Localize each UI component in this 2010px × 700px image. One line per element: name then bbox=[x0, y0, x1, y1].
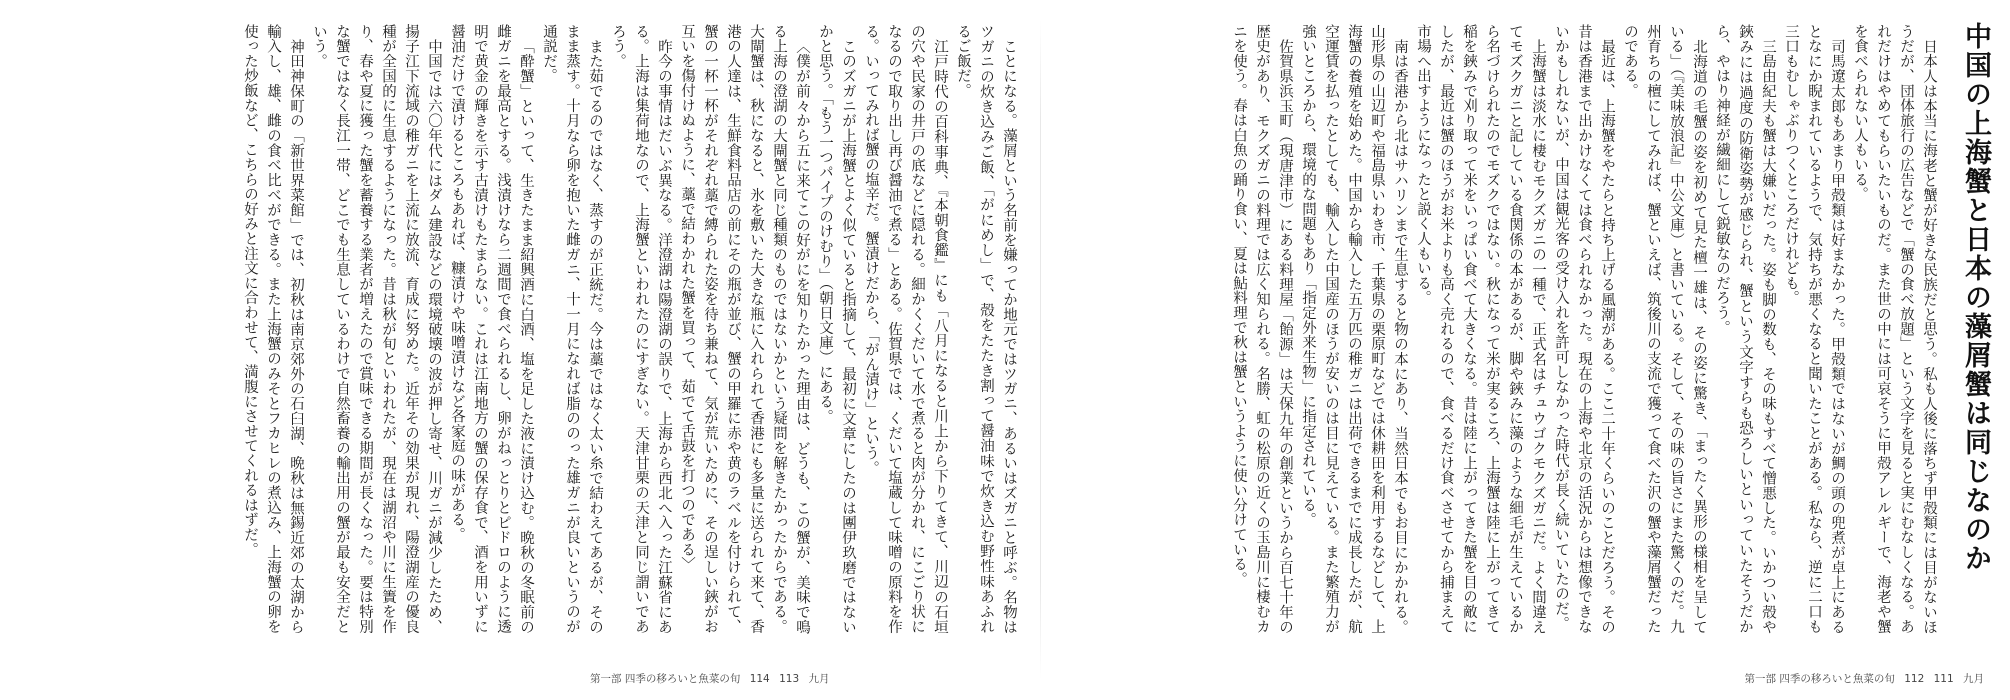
article-title: 中国の上海蟹と日本の藻屑蟹は同じなのか bbox=[1960, 22, 1991, 573]
paragraph: 中国では六〇年代にはダム建設などの環境破壊の波が押し寄せ、川ガニが減少したため、揚子江下流域の稚ガニを上流に放流、育成に努めた。近年その効果が現れ、陽澄湖産の優良種が全国的に生息するようになった。昔は秋が旬といわれたが、現在は湖沼や川に生簀を作り、春や夏に獲った蟹を蓄養する業者が増えたので賞味できる期間が長くなった。要は特別な蟹ではなく長江一帯、どこでも生息しているわけで自然畜養の輸出用の蟹が最も安全だという。 bbox=[311, 24, 442, 634]
footer-section-label: 第一部 四季の移ろいと魚菜の旬 bbox=[590, 673, 741, 685]
paragraph: このズガニが上海蟹とよく似ていると指摘して、最初に文章にしたのは團伊玖磨ではないかと思う。「もう一つパイプのけむり」（朝日文庫）にある。 bbox=[817, 24, 856, 634]
paragraph: 南は香港から北はサハリンまで生息すると物の本にあり、当然日本でもお目にかかれる。山形県の山辺町や福島県いわき市、千葉県の栗原町などでは休耕田を利用するなどして、上海蟹の養殖を始めた。中国から輸入した五万匹の稚ガニは出荷できるまでに成長したが、航空運賃を払ったとしても、輸入した中国産のほうが安いのは目に見えている。また繁殖力が強いところから、環境的な問題もあり「指定外来生物」に指定されている。 bbox=[1300, 24, 1408, 634]
footer-section-label: 第一部 四季の移ろいと魚菜の旬 bbox=[1744, 673, 1895, 685]
paragraph: 日本人は本当に海老と蟹が好きな民族だと思う。私も人後に落ちず甲殻類には目がないほうだが、団体旅行の広告などで「蟹の食べ放題」という文字を見ると実にむなしくなる。あれだけはやめてもらいたいものだ。また世の中には可哀そうに甲殻アレルギーで、海老や蟹を食べられない人もいる。 bbox=[1852, 24, 1937, 634]
right-page bbox=[1050, 0, 2010, 700]
paragraph: 北海道の毛蟹の姿を初めて見た檀一雄は、その姿に驚き、「まったく異形の様相を呈している」（『美味放浪記』中公文庫）と書いている。そして、その味の旨さにまた驚くのだ。九州育ちの檀にしてみれば、蟹といえば、筑後川の支流で獲って食べた沢の蟹や藻屑蟹だったのである。 bbox=[1622, 24, 1707, 634]
page-number: 112 bbox=[1904, 673, 1925, 685]
paragraph: 「酔蟹」といって、生きたまま紹興酒に白酒、塩を足した液に漬け込む。晩秋の冬眠前の雌ガニを最高とする。浅漬けなら二週間で食べられるし、卵がねっとりとピドロのように透明で黄金の輝きを示す古漬けもたまらない。これは江南地方の蟹の保存食で、酒を用いずに醤油だけで漬けるところもあれば、糠漬けや味噌漬けなど各家庭の味がある。 bbox=[449, 24, 534, 634]
paragraph: 神田神保町の「新世界菜館」では、初秋は南京郊外の石臼湖、晩秋は無錫近郊の太湖から輸入し、雄、雌の食べ比べができる。また上海蟹のみそとフカヒレの煮込み、上海蟹の卵を使った炒飯など、こちらの好みと注文に合わせて、満腹にさせてくれるはずだ。 bbox=[242, 24, 304, 634]
paragraph: ことになる。藻屑という名前を嫌ってか地元ではツガニ、あるいはズガニと呼ぶ。名物はツガニの炊き込みご飯、「がにめし」で、殻をたたき割って醤油味で炊き込む野性味あふれるご飯だ。 bbox=[955, 24, 1017, 634]
paragraph: 昨今の事情はだいぶ異なる。洋澄湖は陽澄湖の誤りで、上海から西北へ入った江蘇省にある。上海は集荷地なので、上海蟹といわれたのにすぎない。天津甘栗の天津と同じ謂いであろう。 bbox=[610, 24, 672, 634]
paragraph: 司馬遼太郎もあまり甲殻類は好まなかった。甲殻類ではないが鯛の頭の兜煮が卓上にあるとなにか睨まれているようで、気持ちが悪くなると聞いたことがある。私なら、逆に二口も三口もむしゃぶりつくところだけれども。 bbox=[1783, 24, 1845, 634]
page-gutter bbox=[1040, 20, 1041, 680]
left-page bbox=[30, 0, 1030, 700]
footer-month: 九月 bbox=[1963, 673, 1984, 685]
paragraph: 最近は、上海蟹をやたらと持ち上げる風潮がある。ここ二十年くらいのことだろう。その昔は香港まで出かけなくては食べられなかった。現在の上海や北京の活況からは想像できないかもしれないが、中国は観光客の受け入れを許可しなかった時代が長く続いていたのだ。 bbox=[1553, 24, 1615, 634]
paragraph: また茹でるのではなく、蒸すのが正統だ。今は藁ではなく太い糸で結わえてあるが、そのまま蒸す。十月なら卵を抱いた雌ガニ、十一月になれば脂ののった雄ガニが良いというのが通説だ。 bbox=[541, 24, 603, 634]
left-page-body bbox=[40, 24, 1020, 634]
page-number: 114 bbox=[749, 673, 770, 685]
paragraph: 江戸時代の百科事典、『本朝食鑑』にも「八月になると川上から下りてきて、川辺の石垣の穴や民家の井戸の底などに隠れる。細かくくだいて水で煮ると肉が分かれ、にこごり状になるので取り出し再び醤油で煮る」とある。佐賀県では、くだいて塩蔵して味噌の原料を作る。いってみれば蟹の塩辛だ。蟹漬けだから、「がん漬け」という。 bbox=[863, 24, 948, 634]
right-page-body bbox=[1060, 24, 1940, 634]
page-number: 111 bbox=[1933, 673, 1954, 685]
paragraph: 上海蟹は淡水に棲むモクズガニの一種で、正式名はチュウゴクモクズガニだ。よく間違えてモズクガニと記している食関係の本があるが、脚や鋏みに藻のような細毛が生えているから名づけられたのでモズクではない。秋になって米が実るころ、上海蟹は陸に上がってきて稲を鋏みで刈り取って米をいっぱい食べて大きくなる。昔は陸に上がってきた蟹を目の敵にしたが、最近は蟹のほうがお米よりも高く売れるので、食べるだけ食べさせてから捕まえて市場へ出すようになったと説く人もいる。 bbox=[1415, 24, 1546, 634]
paragraph: 三島由紀夫も蟹は大嫌いだった。姿も脚の数も、その味もすべて憎悪した。いかつい殻や鋏みには過度の防衛姿勢が感じられ、蟹という文字すらも恐ろしいといっていたそうだから、やはり神経が繊細にして鋭敏なのだろう。 bbox=[1714, 24, 1776, 634]
paragraph: 〈僕が前々から五に来てこの好がにを知りたかった理由は、どうも、この蟹が、美味で鳴る上海の澄湖の大閘蟹と同じ種類のものではないかという疑問を解きたかったからである。大閘蟹は、秋になると、氷を敷いた大きな瓶に入れられて香港にも多量に送られて来て、香港の人達は、生鮮食料品店の前にその瓶が並び、蟹の甲羅に赤や黄のラベルを付けられて、蟹の一杯一杯がそれぞれ藁で縛られた姿を待ち兼ねて、気が荒いために、その逞しい鋏がお互いを傷付けぬように、藁で結わかれた蟹を買って、茹でて舌鼓を打つのである〉 bbox=[679, 24, 810, 634]
page-footer bbox=[590, 671, 835, 686]
footer-month: 九月 bbox=[808, 673, 830, 685]
page-footer bbox=[1745, 671, 1990, 686]
paragraph: 佐賀県浜玉町（現唐津市）にある料理屋「飴源」は天保九年の創業というから百七十年の歴史があり、モクズガニの料理では広く知られる。名勝、虹の松原の近くの玉島川に棲むカニを使う。春は白魚の踊り食い、夏は鮎料理で秋は蟹というように使い分けている。 bbox=[1231, 24, 1293, 634]
page-number: 113 bbox=[779, 673, 800, 685]
